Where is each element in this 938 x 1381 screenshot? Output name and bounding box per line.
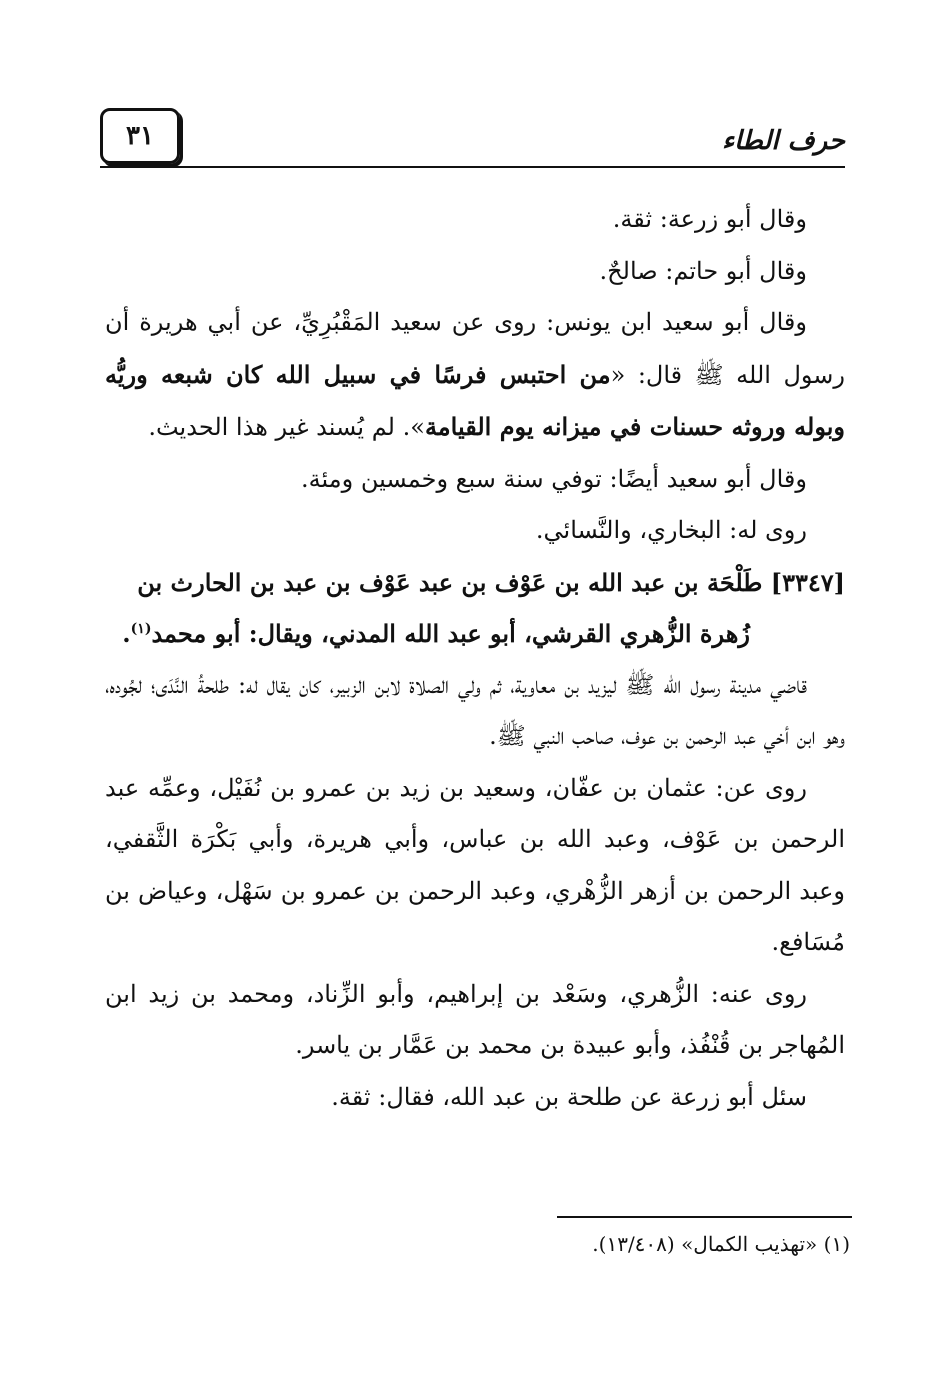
paragraph-ibn-yunus [105,297,845,454]
header-rule [100,166,845,168]
paragraph-abu-zura: وقال أبو زرعة: ثقة. [612,205,807,233]
footnote-ref: (١) [130,621,152,637]
paragraph-narrated-by-him: روى عنه: الزُّهري، وسَعْد بن إبراهيم، وأبو الزِّناد، ومحمد بن زيد ابن المُهاجر بن قُنْفُذ، وأبو عبيدة بن محمد بن عَمَّار بن ياسر. [105,979,845,1059]
ibn-yunus-intro: وقال أبو سعيد ابن يونس: روى عن سعيد المَقْبُرِيِّ، عن أبي هريرة أن رسول الله ﷺ قال: « [105,308,845,389]
paragraph-biography: قاضي مدينة رسول الله ﷺ ليزيد بن معاوية، ثم ولي الصلاة لابن الزبير، كان يقال له: طلحةُ النَّدَى؛ لجُوده، وهو ابن أخي عبد الرحمن بن عوف، صاحب النبي ﷺ. [105,670,845,750]
paragraph-abu-zura-question: سئل أبو زرعة عن طلحة بن عبد الله، فقال: ثقة. [331,1082,807,1111]
page-body [105,194,845,1123]
hadith-text: من احتبس فرسًا في سبيل الله كان شبعه وريُّه وبوله وروثه حسنات في ميزانه يوم القيامة [105,359,845,441]
page-number: ٣١ [126,121,154,151]
entry-heading-cont-text: زُهرة الزُّهري القرشي، أبو عبد الله المدني، ويقال: أبو محمد [151,619,750,648]
paragraph-abu-hatim: وقال أبو حاتم: صالحٌ. [599,256,807,285]
chapter-title: حرف الطاء [721,126,845,156]
entry-heading: [٣٣٤٧] طَلْحَة بن عبد الله بن عَوْف بن عبد عَوْف بن عبد بن الحارث بن [137,567,845,597]
footnote: (١) «تهذيب الكمال» (١٣/٤٠٨). [592,1232,850,1256]
ibn-yunus-end: ». لم يُسند غير هذا الحديث. [148,413,425,441]
page-header [100,108,845,168]
paragraph-narrated-from: روى عن: عثمان بن عفّان، وسعيد بن زيد بن عمرو بن نُفَيْل، وعمِّه عبد الرحمن بن عَوْف، وعبد الله بن عباس، وأبي هريرة، وأبي بَكْرَة الثَّقفي، وعبد الرحمن بن أزهر الزُّهْري، وعبد الرحمن بن عمرو بن سَهْل، وعياض بن مُسَافع. [105,773,845,956]
page-number-box [100,108,180,164]
entry-heading-cont [105,608,845,660]
paragraph-narrated-by: روى له: البخاري، والنَّسائي. [535,516,807,544]
paragraph-death-year: وقال أبو سعيد أيضًا: توفي سنة سبع وخمسين ومئة. [301,464,807,493]
footnote-rule [557,1216,852,1218]
entry-heading-end: . [122,619,131,648]
